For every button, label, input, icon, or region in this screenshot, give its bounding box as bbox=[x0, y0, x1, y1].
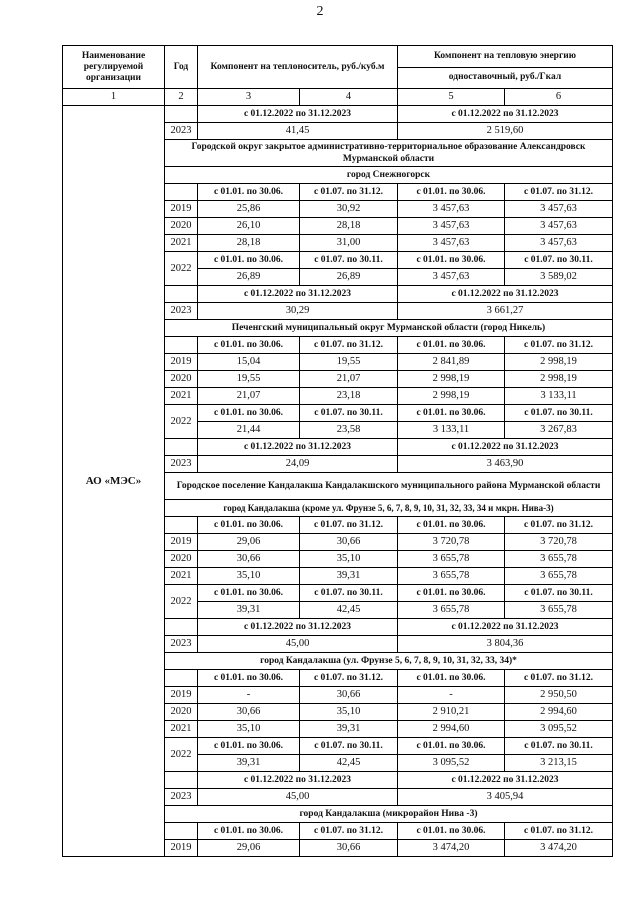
city-title: город Кандалакша (кроме ул. Фрунзе 5, 6, 7, 8, 9, 10, 31, 32, 33, 34 и мкрн. Нива-3) bbox=[165, 500, 613, 517]
table-row: 2023 24,09 3 463,90 bbox=[63, 456, 613, 473]
period-header: с 01.12.2022 по 31.12.2023 bbox=[198, 106, 398, 123]
table-row: 2019 - 30,66 - 2 950,50 bbox=[63, 687, 613, 704]
table-row: 2019 29,06 30,66 3 720,78 3 720,78 bbox=[63, 534, 613, 551]
header-org: Наименование регулируемой организации bbox=[63, 46, 165, 89]
table-row: 2020 30,66 35,10 3 655,78 3 655,78 bbox=[63, 551, 613, 568]
table-row: 2023 30,29 3 661,27 bbox=[63, 303, 613, 320]
city-title: город Кандалакша (ул. Фрунзе 5, 6, 7, 8, 9, 10, 31, 32, 33, 34)* bbox=[165, 653, 613, 670]
header-numbers bbox=[63, 89, 613, 106]
table-row: 21,44 23,58 3 133,11 3 267,83 bbox=[63, 422, 613, 439]
col-number: 2 bbox=[165, 89, 198, 106]
tariff-table: Наименование регулируемой организации Год Компонент на теплоноситель, руб./куб.м Компонент на тепловую энергию одноставочный, руб./Гкал 1 2 3 4 5 6 АО «МЭС» с 01.12.2022 по 31.12.2023 с 01.12.2022 по 31.12.2023 2023 41,45 2 519,60 Городской округ закрытое административно-территориальное образование Александровск Мурманской области город Снежногорск с 01.01. по 30.06. с 01.07. по 31.12. с 01.01. по 30.06. с 01.07. по 31.12. 2019 25,86 30,92 3 457,63 3 457,63 2020 26,10 28,18 3 457,63 3 457,63 2021 28,18 31,00 3 457,63 3 457,63 2022 с 01.01. по 30.06. с 01.07. по 30.11. с 01.01. по 30.06. с 01.07. по 30.11. 26,89 26,89 3 457,63 3 589,02 с 01.12.2022 по 31.12.2023 с 01.12.2022 по 31.12.2023 2023 30,29 3 661,27 Печенгский муниципальный округ Мурманской области (город Никель) с 01.01. по 30.06. с 01.07. по 31.12. с 01.01. по 30.06. с 01.07. по 31.12. 2019 15,04 19,55 2 841,89 2 998,19 2020 19,55 21,07 2 998,19 2 998,19 2021 21,07 23,18 2 998,19 3 133,11 2022 с 01.01. по 30.06. с 01.07. по 30.11. с 01.01. по 30.06. с 01.07. по 30.11. 21,44 23,58 3 133,11 3 267,83 с 01.12.2022 по 31.12.2023 с 01.12.2022 по 31.12.2023 2023 24,09 3 463,90 Городское поселение Кандалакша Кандалакшского муниципального района Мурманской области город Кандалакша (кроме ул. Фрунзе 5, 6, 7, 8, 9, 10, 31, 32, 33, 34 и мкрн. Нива-3) с 01.01. по 30.06. с 01.07. по 31.12. с 01.01. по 30.06. с 01.07. по 31.12. 2019 29,06 30,66 3 720,78 3 720,78 2020 30,66 35,10 3 655,78 3 655,78 2021 35,10 39,31 3 655,78 3 655,78 2022 с 01.01. по 30.06. с 01.07. по 30.11. с 01.01. по 30.06. с 01.07. по 30.11. 39,31 42,45 3 655,78 3 655,78 с 01.12.2022 по 31.12.2023 с 01.12.2022 по 31.12.2023 2023 45,00 3 804,36 город Кандалакша (ул. Фрунзе 5, 6, 7, 8, 9, 10, 31, 32, 33, 34)* с 01.01. по 30.06. с 01.07. по 31.12. с 01.01. по 30.06. с 01.07. по 31.12. 2019 - 30,66 - 2 950,50 2020 30,66 35,10 2 910,21 2 994,60 2021 35,10 39,31 2 994,60 3 095,52 2022 с 01.01. по 30.06. с 01.07. по 30.11. с 01.01. по 30.06. с 01.07. по 30.11. 39,31 42,45 3 095,52 3 213,15 с 01.12.2022 по 31.12.2023 с 01.12.2022 по 31.12.2023 2023 45,00 3 405,94 город Кандалакша (микрорайон Нива -3) с 01.01. по 30.06. с 01.07. по 31.12. с 01.01. по 30.06. с 01.07. по 31.12. 2019 29,06 30,66 3 474,20 3 474,20 bbox=[62, 45, 613, 857]
table-row: 2020 30,66 35,10 2 910,21 2 994,60 bbox=[63, 704, 613, 721]
table-row: 2023 45,00 3 804,36 bbox=[63, 636, 613, 653]
header-row bbox=[63, 46, 613, 68]
table-row: 39,31 42,45 3 095,52 3 213,15 bbox=[63, 755, 613, 772]
table-row: 39,31 42,45 3 655,78 3 655,78 bbox=[63, 602, 613, 619]
page-number: 2 bbox=[316, 4, 324, 19]
table-row: 2020 26,10 28,18 3 457,63 3 457,63 bbox=[63, 218, 613, 235]
header-energy: Компонент на тепловую энергию bbox=[398, 46, 613, 68]
section-title: Печенгский муниципальный округ Мурманской области (город Никель) bbox=[165, 320, 613, 337]
section-title: Городской округ закрытое административно-территориальное образование Александровск Мурманской области bbox=[165, 140, 613, 167]
table-row: 2021 35,10 39,31 2 994,60 3 095,52 bbox=[63, 721, 613, 738]
table-row: 2023 41,45 2 519,60 bbox=[63, 123, 613, 140]
table-row: 2021 28,18 31,00 3 457,63 3 457,63 bbox=[63, 235, 613, 252]
city-title: город Снежногорск bbox=[165, 167, 613, 184]
col-number: 3 bbox=[198, 89, 300, 106]
table-row: 2023 45,00 3 405,94 bbox=[63, 789, 613, 806]
organization-name: АО «МЭС» bbox=[63, 106, 165, 857]
table-row: 2021 21,07 23,18 2 998,19 3 133,11 bbox=[63, 388, 613, 405]
table-row: 2019 15,04 19,55 2 841,89 2 998,19 bbox=[63, 354, 613, 371]
header-carrier: Компонент на теплоноситель, руб./куб.м bbox=[198, 46, 398, 89]
table-row: 2019 25,86 30,92 3 457,63 3 457,63 bbox=[63, 201, 613, 218]
period-header: с 01.12.2022 по 31.12.2023 bbox=[398, 106, 613, 123]
col-number: 6 bbox=[505, 89, 613, 106]
table-row: 2021 35,10 39,31 3 655,78 3 655,78 bbox=[63, 568, 613, 585]
header-single: одноставочный, руб./Гкал bbox=[398, 67, 613, 89]
table-row: 2020 19,55 21,07 2 998,19 2 998,19 bbox=[63, 371, 613, 388]
col-number: 1 bbox=[63, 89, 165, 106]
table-row: 2019 29,06 30,66 3 474,20 3 474,20 bbox=[63, 840, 613, 857]
col-number: 5 bbox=[398, 89, 505, 106]
city-title: город Кандалакша (микрорайон Нива -3) bbox=[165, 806, 613, 823]
header-year: Год bbox=[165, 46, 198, 89]
table-row: 26,89 26,89 3 457,63 3 589,02 bbox=[63, 269, 613, 286]
col-number: 4 bbox=[300, 89, 398, 106]
section-title: Городское поселение Кандалакша Кандалакшского муниципального района Мурманской области bbox=[165, 473, 613, 500]
